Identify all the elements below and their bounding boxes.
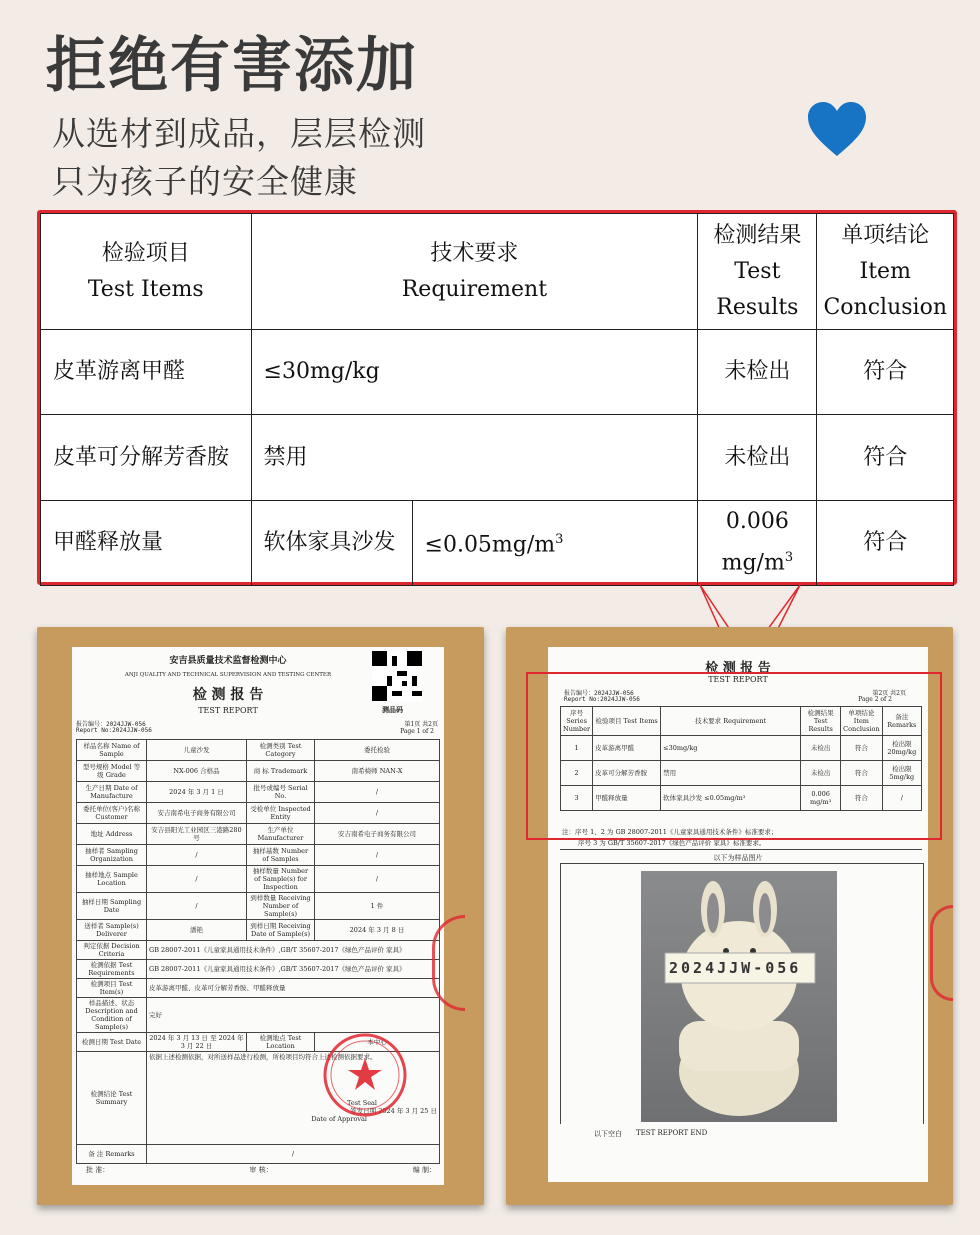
table-cell: / bbox=[315, 782, 440, 803]
table-cell: 皮革游离甲醛 bbox=[593, 736, 661, 761]
header-item-cn: 检验项目 bbox=[101, 240, 190, 266]
subline-1: 从选材到成品，层层检测 bbox=[52, 114, 426, 153]
table-row bbox=[77, 893, 440, 920]
left-report-no: 报告编号：2024JJW-056 bbox=[76, 721, 146, 728]
header-con-en2: Conclusion bbox=[823, 294, 947, 320]
table-cell: 备 注 Remarks bbox=[77, 1145, 147, 1164]
table-row bbox=[77, 998, 440, 1033]
table-cell: 2024 年 3 月 8 日 bbox=[315, 920, 440, 941]
table-cell: 未检出 bbox=[801, 761, 841, 786]
row3-conclusion: 符合 bbox=[817, 501, 954, 586]
table-cell: 3 bbox=[561, 786, 593, 811]
row2-item: 皮革可分解芳香胺 bbox=[41, 415, 252, 501]
left-report-no-en: Report No:2024JJW-056 bbox=[76, 727, 152, 734]
table-cell: 甲醛释放量 bbox=[593, 786, 661, 811]
right-report-no-en: Report No:2024JJW-056 bbox=[564, 696, 640, 703]
table-cell: 委托检验 bbox=[315, 740, 440, 761]
row1-requirement: ≤30mg/kg bbox=[251, 330, 698, 415]
table-cell: 2024 年 3 月 13 日 至 2024 年 3 月 22 日 bbox=[147, 1033, 247, 1052]
table-cell: / bbox=[315, 845, 440, 866]
left-page-en: Page 1 of 2 bbox=[400, 728, 434, 735]
table-cell: 安吉南希电子商务有限公司 bbox=[147, 803, 247, 824]
table-header-cell: 序号 Series Number bbox=[561, 707, 593, 736]
qr-code-icon bbox=[372, 651, 422, 701]
summary-text: 依据上述检测依据，对所送样品进行检测，所检项目均符合上述检测依据要求。 bbox=[149, 1053, 377, 1061]
table-row bbox=[77, 979, 440, 998]
table-cell: / bbox=[147, 866, 247, 893]
table-cell: 抽样者 Sampling Organization bbox=[77, 845, 147, 866]
table-cell: 2 bbox=[561, 761, 593, 786]
table-cell: / bbox=[147, 845, 247, 866]
table-cell: 安吉县阳光工业园区三港路280号 bbox=[147, 824, 247, 845]
left-org-en: ANJI QUALITY AND TECHNICAL SUPERVISION AND TESTING CENTER bbox=[124, 672, 332, 678]
table-cell: 0.006 mg/m³ bbox=[801, 786, 841, 811]
end-right: TEST REPORT END bbox=[636, 1129, 708, 1137]
row1-result: 未检出 bbox=[698, 330, 817, 415]
signature-line bbox=[86, 1165, 436, 1175]
table-row bbox=[77, 920, 440, 941]
table-cell: GB 28007-2011《儿童家具通用技术条件》,GB/T 35607-2017《绿色产品评价 家具》 bbox=[147, 960, 440, 979]
table-row bbox=[77, 866, 440, 893]
table-row bbox=[77, 740, 440, 761]
signature-approve: 批 准： bbox=[86, 1166, 110, 1174]
table-cell: 潘艳 bbox=[147, 920, 247, 941]
table-header-cell: 备注 Remarks bbox=[882, 707, 921, 736]
table-cell: 抽样日期 Sampling Date bbox=[77, 893, 147, 920]
table-cell: 检测地点 Test Location bbox=[247, 1033, 315, 1052]
table-cell: 样品名称 Name of Sample bbox=[77, 740, 147, 761]
sample-photo bbox=[641, 871, 837, 1122]
row1-item: 皮革游离甲醛 bbox=[41, 330, 252, 415]
highlight-box bbox=[526, 672, 942, 840]
table-cell: 送样者 Sample(s) Deliverer bbox=[77, 920, 147, 941]
left-page: 第1页 共2页 bbox=[404, 721, 438, 728]
row3-req-value: ≤0.05mg/m bbox=[424, 532, 556, 558]
header-con-cn: 单项结论 bbox=[841, 222, 930, 248]
header-req-cn: 技术要求 bbox=[430, 240, 519, 266]
subline-2: 只为孩子的安全健康 bbox=[52, 162, 358, 201]
table-cell: 符合 bbox=[841, 761, 883, 786]
end-left: 以下空白 bbox=[594, 1130, 622, 1138]
table-cell: 安吉南希电子商务有限公司 bbox=[315, 824, 440, 845]
table-cell: NX-006 合格品 bbox=[147, 761, 247, 782]
row3-res-sup: 3 bbox=[784, 550, 794, 566]
table-cell: 地址 Address bbox=[77, 824, 147, 845]
table-row bbox=[77, 761, 440, 782]
table-cell: / bbox=[315, 803, 440, 824]
table-cell: 检测依据 Test Requirements bbox=[77, 960, 147, 979]
table-cell: 检出限 20mg/kg bbox=[882, 736, 921, 761]
right-page-en: Page 2 of 2 bbox=[858, 696, 892, 703]
table-cell: 皮革可分解芳香胺 bbox=[593, 761, 661, 786]
right-report-no: 报告编号：2024JJW-056 bbox=[564, 690, 634, 697]
table-cell: 未检出 bbox=[801, 736, 841, 761]
row3-item: 甲醛释放量 bbox=[41, 501, 252, 586]
table-cell: 符合 bbox=[841, 786, 883, 811]
table-cell: 到样日期 Receiving Date of Sample(s) bbox=[247, 920, 315, 941]
left-title-en: TEST REPORT bbox=[198, 706, 258, 715]
table-cell: 儿童沙发 bbox=[147, 740, 247, 761]
right-title-en: TEST REPORT bbox=[708, 675, 768, 684]
table-cell: 本中心 bbox=[315, 1033, 440, 1052]
table-header-cell: 检测结果 Test Results bbox=[801, 707, 841, 736]
header-res-en1: Test bbox=[734, 258, 781, 284]
table-cell: 抽样数量 Number of Sample(s) for Inspection bbox=[247, 866, 315, 893]
table-cell: 抽样地点 Sample Location bbox=[77, 866, 147, 893]
row3-category: 软体家具沙发 bbox=[251, 501, 412, 586]
table-cell: 1 件 bbox=[315, 893, 440, 920]
table-row bbox=[77, 782, 440, 803]
row3-res-unit: mg/m bbox=[721, 550, 785, 576]
table-header-cell: 技术要求 Requirement bbox=[661, 707, 801, 736]
right-note-1: 注：序号 1、2 为 GB 28007-2011《儿童家具通用技术条件》标准要求； bbox=[562, 828, 778, 836]
row3-res-value: 0.006 bbox=[725, 509, 789, 535]
header-res-en2: Results bbox=[716, 294, 799, 320]
table-row bbox=[77, 845, 440, 866]
right-note-2: 序号 3 为 GB/T 35607-2017《绿色产品评价 家具》标准要求。 bbox=[578, 839, 766, 847]
headline: 拒绝有害添加 bbox=[46, 31, 418, 101]
right-half-seal-icon bbox=[930, 905, 953, 1001]
photo-caption: 以下为样品图片 bbox=[713, 854, 763, 862]
right-title-cn: 检 测 报 告 bbox=[705, 661, 771, 676]
kids-sofa-image bbox=[641, 871, 837, 1122]
row2-result: 未检出 bbox=[698, 415, 817, 501]
table-cell: 2024 年 3 月 1 日 bbox=[147, 782, 247, 803]
half-seal-icon bbox=[432, 915, 465, 1011]
qr-label: 测品码 bbox=[382, 705, 403, 714]
table-cell: 委托单位(客户)名称 Customer bbox=[77, 803, 147, 824]
seal-text: Test Seal bbox=[347, 1099, 377, 1107]
table-cell: / bbox=[315, 866, 440, 893]
table-cell: 符合 bbox=[841, 736, 883, 761]
table-cell: 生产单位 Manufacturer bbox=[247, 824, 315, 845]
table-cell: 检测结论 Test Summary bbox=[77, 1052, 147, 1145]
table-cell: 南希椅师 NAN-X bbox=[315, 761, 440, 782]
header-item-en: Test Items bbox=[87, 276, 204, 302]
row2-conclusion: 符合 bbox=[817, 415, 954, 501]
table-cell: 软体家具沙发 ≤0.05mg/m³ bbox=[661, 786, 801, 811]
right-page: 第2页 共2页 bbox=[872, 690, 906, 697]
row3-req-sup: 3 bbox=[555, 532, 564, 548]
row2-requirement: 禁用 bbox=[251, 415, 698, 501]
header-con-en1: Item bbox=[859, 258, 911, 284]
table-cell: 皮革游离甲醛、皮革可分解芳香胺、甲醛释放量 bbox=[147, 979, 440, 998]
signature-audit: 审 核： bbox=[249, 1166, 273, 1174]
table-row bbox=[77, 824, 440, 845]
table-cell: 抽样基数 Number of Samples bbox=[247, 845, 315, 866]
table-cell: 型号规格 Model 等 级 Grade bbox=[77, 761, 147, 782]
table-cell: GB 28007-2011《儿童家具通用技术条件》,GB/T 35607-2017《绿色产品评价 家具》 bbox=[147, 941, 440, 960]
table-header-cell: 单项结论 Item Conclusion bbox=[841, 707, 883, 736]
signature-edit: 编 制： bbox=[412, 1166, 436, 1174]
table-cell: 受检单位 Inspected Entity bbox=[247, 803, 315, 824]
date-approval: Date of Approval bbox=[311, 1115, 367, 1123]
table-cell: 判定依据 Decision Criteria bbox=[77, 941, 147, 960]
table-cell: 完好 bbox=[147, 998, 440, 1033]
header-res-cn: 检测结果 bbox=[713, 222, 802, 248]
table-cell: 检测项目 Test Item(s) bbox=[77, 979, 147, 998]
row1-conclusion: 符合 bbox=[817, 330, 954, 415]
left-org-cn: 安吉县质量技术监督检测中心 bbox=[169, 656, 287, 666]
issue-date: 签发日期 2024 年 3 月 25 日 bbox=[350, 1107, 437, 1115]
table-cell: 检测类别 Test Category bbox=[247, 740, 315, 761]
table-cell: 检出限 5mg/kg bbox=[882, 761, 921, 786]
table-header-cell: 检验项目 Test Items bbox=[593, 707, 661, 736]
table-row bbox=[77, 941, 440, 960]
table-cell: 批号或编号 Serial No. bbox=[247, 782, 315, 803]
table-cell: / bbox=[882, 786, 921, 811]
table-cell: 检测日期 Test Date bbox=[77, 1033, 147, 1052]
table-cell: 禁用 bbox=[661, 761, 801, 786]
table-cell: 商 标 Trademark bbox=[247, 761, 315, 782]
photo-tag: 2024JJW-056 bbox=[669, 959, 802, 977]
table-cell: ≤30mg/kg bbox=[661, 736, 801, 761]
header-req-en: Requirement bbox=[401, 276, 548, 302]
table-row bbox=[77, 960, 440, 979]
red-seal-icon bbox=[320, 1030, 410, 1120]
table-row bbox=[77, 803, 440, 824]
table-cell: 到样数量 Receiving Number of Sample(s) bbox=[247, 893, 315, 920]
table-cell: 样品描述、状态 Description and Condition of Sample(s) bbox=[77, 998, 147, 1033]
table-cell: 生产日期 Date of Manufacture bbox=[77, 782, 147, 803]
table-cell: 1 bbox=[561, 736, 593, 761]
left-title-cn: 检 测 报 告 bbox=[192, 687, 264, 703]
table-cell: / bbox=[147, 1145, 440, 1164]
table-cell: / bbox=[147, 893, 247, 920]
